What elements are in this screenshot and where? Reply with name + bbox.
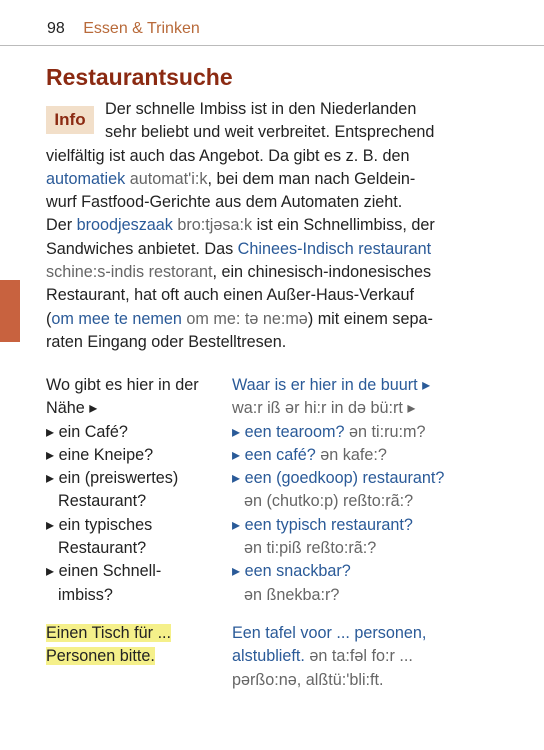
phrase-nl: ▸ een tearoom? ən ti:ru:m? <box>232 422 426 441</box>
phrase-nl: ▸ een (goedkoop) restaurant? <box>232 469 445 488</box>
paragraph-line: raten Eingang oder Bestelltresen. <box>46 332 287 351</box>
dutch-term: automatiek <box>46 169 126 188</box>
dutch-term: Chinees-Indisch restaurant <box>237 239 432 258</box>
phrase-nl: ən ti:piß reßto:rã:? <box>244 539 377 558</box>
running-header <box>47 20 200 38</box>
phrase-nl: ▸ een café? ən kafe:? <box>232 445 387 464</box>
phrase-nl: alstublieft. <box>232 647 305 666</box>
phrase-nl: wa:r iß ər hi:r in də bü:rt ▸ <box>232 399 416 418</box>
highlighted-phrase: Einen Tisch für ... <box>46 624 172 642</box>
paragraph-line: automatiek automat'i:k, bei dem man nach Geldein- <box>46 169 416 188</box>
phrase-nl: ▸ een typisch restaurant? <box>232 515 413 534</box>
phrase-de: Nähe ▸ <box>46 399 98 418</box>
phrase-de: Wo gibt es hier in der <box>46 376 199 394</box>
phrase-de: ▸ einen Schnell- <box>46 562 162 581</box>
table-request-nl <box>232 622 426 692</box>
chapter-tab-marker <box>0 280 20 342</box>
pronunciation: automat'i:k <box>129 169 208 188</box>
header-divider <box>0 45 544 46</box>
paragraph-line: Der schnelle Imbiss ist in den Niederlanden <box>105 100 417 118</box>
info-badge: Info <box>46 106 94 134</box>
paragraph-line: (om mee te nemen om me: tə ne:mə) mit einem sepa- <box>46 309 433 328</box>
phrase-de: ▸ ein (preiswertes) <box>46 469 179 488</box>
info-paragraph <box>46 98 486 354</box>
page-number: 98 <box>47 20 65 37</box>
page-title: Restaurantsuche <box>46 64 233 90</box>
highlighted-phrase: Personen bitte. <box>46 647 155 666</box>
phrase-de: ▸ ein typisches <box>46 515 153 534</box>
phrase-de: ▸ eine Kneipe? <box>46 445 154 464</box>
phrase-nl: ▸ een snackbar? <box>232 562 351 581</box>
dutch-term: om mee te nemen <box>51 309 182 328</box>
pronunciation: schine:s-indis restorant <box>46 263 213 282</box>
pronunciation: bro:tjəsa:k <box>177 216 253 235</box>
paragraph-line: wurf Fastfood-Gerichte aus dem Automaten zieht. <box>46 193 403 212</box>
paragraph-line: Der broodjeszaak bro:tjəsa:k ist ein Schnellimbiss, der <box>46 216 435 235</box>
paragraph-line: Sandwiches anbietet. Das Chinees-Indisch restaurant <box>46 239 432 258</box>
dutch-term: broodjeszaak <box>76 216 173 235</box>
paragraph-line: sehr beliebt und weit verbreitet. Entsprechend <box>105 123 435 142</box>
phrase-nl: Een tafel voor ... personen, <box>232 624 427 642</box>
phrase-de: Restaurant? <box>58 539 147 558</box>
phrase-de: Restaurant? <box>58 492 147 511</box>
phrase-nl: ən (chutko:p) reßto:rã:? <box>244 492 414 511</box>
pronunciation: ən ta:fəl fo:r ... <box>304 647 413 666</box>
pronunciation: pərßo:nə, alßtü:'bli:ft. <box>232 670 384 689</box>
section-title: Essen & Trinken <box>83 20 200 37</box>
paragraph-line: Restaurant, hat oft auch einen Außer-Haus-Verkauf <box>46 286 415 305</box>
phrase-de: imbiss? <box>58 585 113 604</box>
dutch-phrases <box>232 374 444 607</box>
pronunciation: om me: tə ne:mə <box>181 309 308 328</box>
table-request-de <box>46 622 171 669</box>
phrase-de: ▸ ein Café? <box>46 422 128 441</box>
phrase-nl: ən ßnekba:r? <box>244 585 340 604</box>
phrase-nl: Waar is er hier in de buurt ▸ <box>232 376 431 394</box>
paragraph-line: schine:s-indis restorant, ein chinesisch-indonesisches <box>46 263 432 282</box>
paragraph-line: vielfältig ist auch das Angebot. Da gibt es z. B. den <box>46 146 410 165</box>
german-phrases <box>46 374 199 607</box>
